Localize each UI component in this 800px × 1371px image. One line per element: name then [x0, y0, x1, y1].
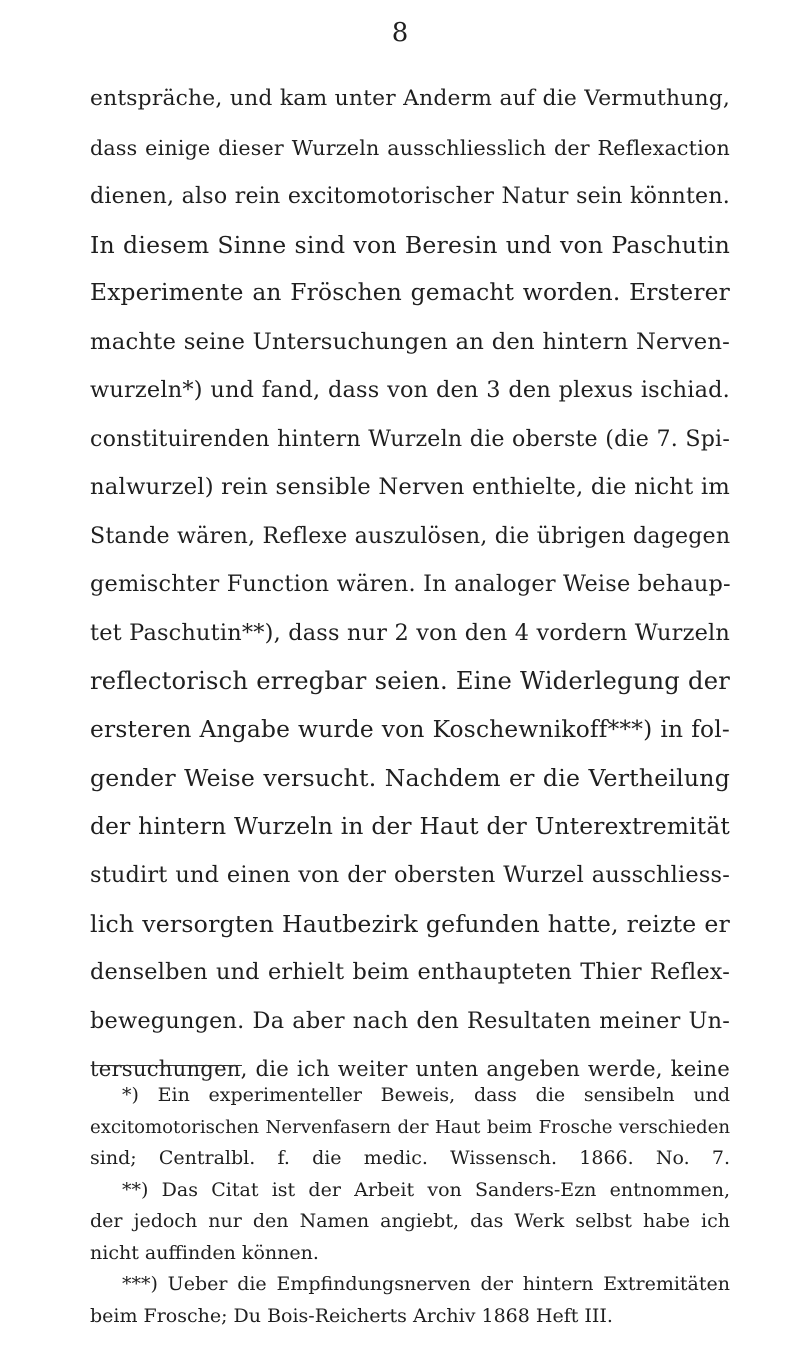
footnote-line: excitomotorischen Nervenfasern der Haut beim Frosche verschieden: [90, 1116, 730, 1138]
text-line: constituirenden hintern Wurzeln die oberste (die 7. Spi-: [90, 425, 730, 452]
footnote-1: [90, 1080, 730, 1175]
body-text: [90, 75, 730, 1094]
text-line: studirt und einen von der obersten Wurzel ausschliess-: [90, 862, 730, 888]
text-line: lich versorgten Hautbezirk gefunden hatte, reizte er: [90, 909, 730, 938]
text-line: ersteren Angabe wurde von Koschewnikoff***) in fol-: [90, 715, 730, 743]
footnote-line: *) Ein experimenteller Beweis, dass die sensibeln und: [122, 1084, 730, 1106]
text-line: machte seine Untersuchungen an den hintern Nerven-: [90, 328, 730, 355]
text-line: bewegungen. Da aber nach den Resultaten meiner Un-: [90, 1007, 730, 1034]
footnote-line: beim Frosche; Du Bois-Reicherts Archiv 1868 Heft III.: [90, 1304, 613, 1327]
page-number: 8: [391, 18, 409, 48]
text-line: wurzeln*) und fand, dass von den 3 den plexus ischiad.: [90, 377, 730, 403]
text-line: reflectorisch erregbar seien. Eine Widerlegung der: [90, 667, 730, 695]
text-line: nalwurzel) rein sensible Nerven enthielte, die nicht im: [90, 474, 730, 500]
text-line: der hintern Wurzeln in der Haut der Unterextremität: [90, 812, 730, 840]
footnote-rule: [92, 1065, 242, 1066]
text-line: dass einige dieser Wurzeln ausschliesslich der Reflexaction: [90, 135, 730, 160]
text-line: Experimente an Fröschen gemacht worden. Ersterer: [90, 279, 730, 306]
footnote-line: sind; Centralbl. f. die medic. Wissensch. 1866. No. 7.: [90, 1147, 730, 1169]
footnote-line: ***) Ueber die Empfindungsnerven der hintern Extremitäten: [122, 1273, 730, 1295]
text-line: dienen, also rein excitomotorischer Natur sein könnten.: [90, 183, 730, 209]
text-line: tersuchungen, die ich weiter unten angeben werde, keine: [90, 1056, 730, 1081]
footnotes: [90, 1080, 730, 1332]
footnote-3: [90, 1269, 730, 1332]
text-line: In diesem Sinne sind von Beresin und von Paschutin: [90, 230, 730, 259]
footnote-line: **) Das Citat ist der Arbeit von Sanders-Ezn entnommen,: [122, 1178, 730, 1201]
footnote-2: [90, 1175, 730, 1270]
text-line: denselben und erhielt beim enthaupteten Thier Reflex-: [90, 959, 730, 985]
text-line: tet Paschutin**), dass nur 2 von den 4 vordern Wurzeln: [90, 619, 730, 646]
text-line: Stande wären, Reflexe auszulösen, die übrigen dagegen: [90, 522, 731, 549]
text-line: gender Weise versucht. Nachdem er die Vertheilung: [90, 764, 730, 792]
text-line: gemischter Function wären. In analoger Weise behaup-: [90, 571, 731, 597]
text-line: entspräche, und kam unter Anderm auf die Vermuthung,: [90, 86, 730, 111]
footnote-line: der jedoch nur den Namen angiebt, das Werk selbst habe ich: [90, 1210, 730, 1232]
footnote-line: nicht auffinden können.: [90, 1241, 319, 1264]
